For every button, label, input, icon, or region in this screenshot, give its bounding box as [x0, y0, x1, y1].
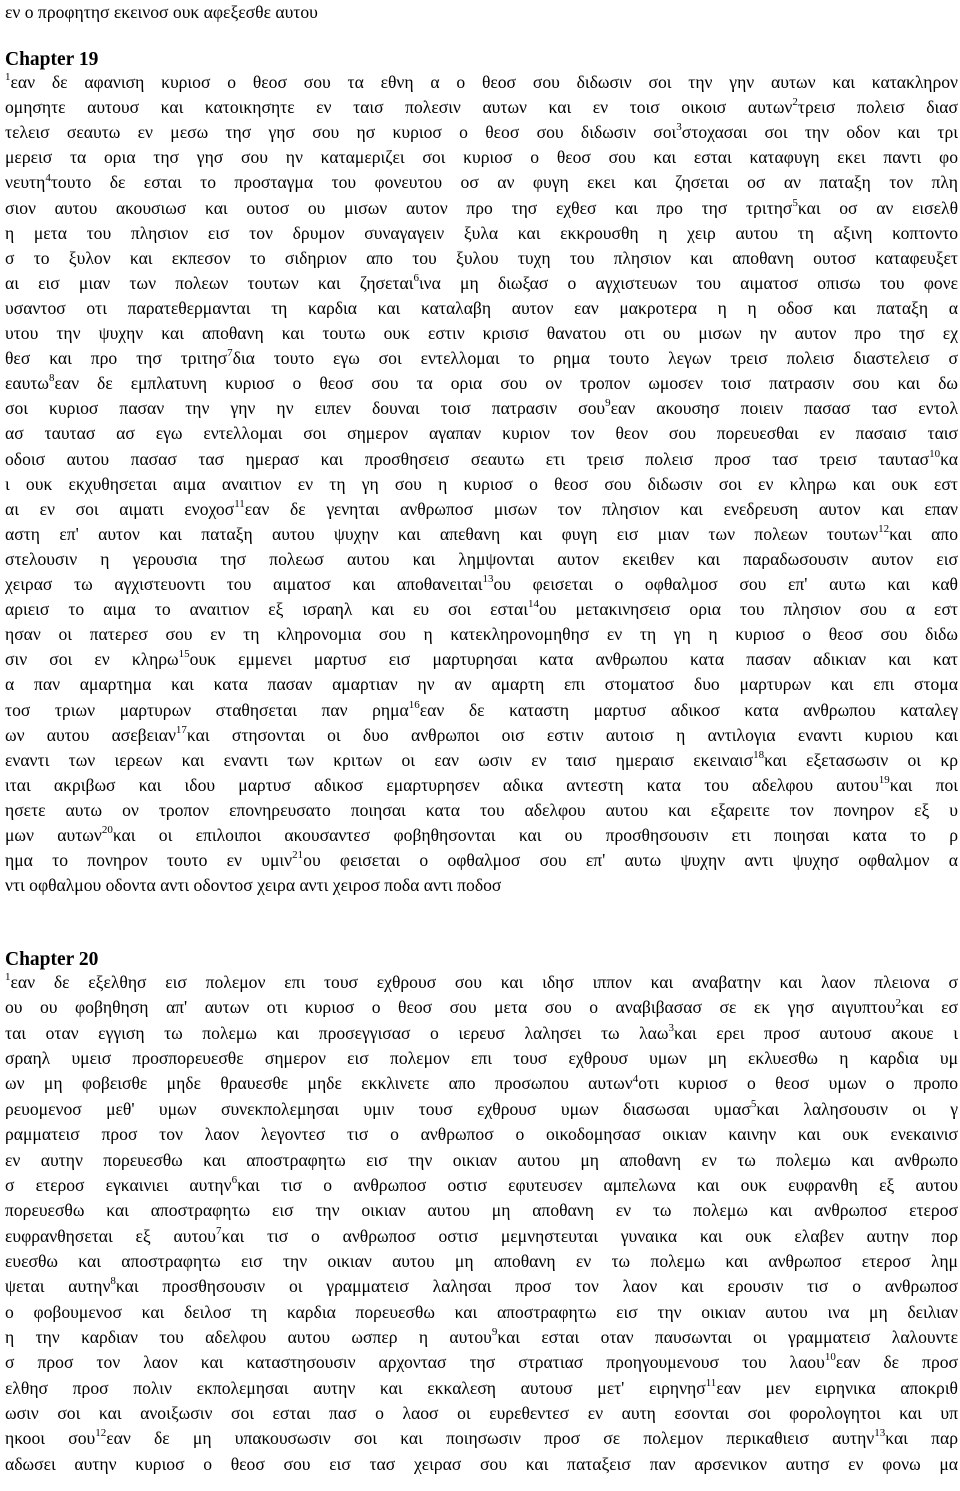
- chapter-19-heading: Chapter 19: [5, 49, 99, 70]
- verse-number: 4: [632, 1072, 639, 1085]
- text-line: [5, 1401, 958, 1426]
- text-line: [5, 271, 958, 296]
- verse-text: και απο: [889, 523, 958, 544]
- text-line: [5, 698, 958, 723]
- verse-text: χειρασ τω αγχιστευοντι του αιματοσ και αποθανειται: [5, 574, 483, 594]
- verse-text: ου ου φοβηθηση απ' αυτων οτι κυριοσ ο θεοσ σου μετα σου ο αναβιβασασ σε εκ γησ αιγυπτου: [5, 997, 896, 1018]
- text-line: [5, 145, 958, 170]
- verse-text: και οσ αν εισελθ: [797, 197, 958, 218]
- verse-number: 16: [408, 698, 420, 711]
- verse-text: ουκ εμμενει μαρτυσ εισ μαρτυρησαι κατα ανθρωπου κατα πασαν αδικιαν και κατ: [189, 649, 958, 670]
- verse-text: τουτο δε εσται το προσταγμα του φονευτου οσ αν φυγη εκει και ζησεται οσ αν παταξη τον πλη: [50, 172, 958, 193]
- verse-text: εαν δε εξελθησ εισ πολεμον επι τουσ εχθρουσ σου και ιδησ ιππον και αναβατην και λαον πλειονα σ: [10, 972, 958, 992]
- verse-text: κα: [940, 448, 958, 469]
- verse-number: 12: [95, 1427, 107, 1440]
- verse-text: η την καρδιαν του αδελφου αυτου ωσπερ η αυτου: [5, 1326, 492, 1347]
- verse-text: αστη επ' αυτον και παταξη αυτου ψυχην και απεθανη και φυγη εισ μιαν των πολεων τουτων: [5, 523, 879, 544]
- text-line: [5, 70, 958, 95]
- text-line: [5, 1376, 958, 1401]
- verse-number: 6: [413, 271, 419, 284]
- verse-text: στελουσιν η γερουσια τησ πολεωσ αυτου και λημψονται αυτον εκειθεν και παραδωσουσιν αυτον εισ: [5, 548, 958, 569]
- verse-text: εναντι των ιερεων και εναντι των κριτων οι εαν ωσιν εν ταισ ημεραισ εκειναισ: [5, 749, 754, 770]
- verse-text: εαν ακουσησ ποιειν πασασ τασ εντολ: [610, 398, 958, 419]
- text-line: [5, 1452, 958, 1477]
- verse-text: ου φεισεται ο οφθαλμοσ σου επ' αυτω και καθ: [493, 574, 958, 594]
- verse-text: σραηλ υμεισ προσπορευεσθε σημερον εισ πολεμον επι τουσ εχθρουσ υμων μη εκλυεσθω η καρδια υμ: [5, 1048, 958, 1068]
- text-line: [5, 1173, 958, 1198]
- verse-number: 1: [5, 71, 11, 84]
- verse-text: ημα το πονηρον τουτο εν υμιν: [5, 850, 293, 871]
- verse-text: νευτη: [5, 172, 46, 193]
- verse-number: 5: [792, 196, 798, 209]
- verse-text: και εξετασωσιν οι κρ: [764, 749, 958, 770]
- verse-text: δια τουτο εγω σοι εντελλομαι το ρημα τουτο λεγων τρεισ πολεισ διαστελεισ σ: [232, 348, 958, 369]
- verse-text: και ερει προσ αυτουσ ακουε ι: [673, 1022, 958, 1043]
- text-line: [5, 472, 958, 497]
- verse-text: εαν μεν ειρηνικα αποκριθ: [716, 1377, 958, 1398]
- text-line: [5, 547, 958, 572]
- text-line: [5, 1325, 958, 1350]
- text-line: [5, 447, 958, 472]
- verse-number: 7: [216, 1224, 222, 1237]
- text-line: [5, 321, 958, 346]
- text-line: [5, 1224, 958, 1249]
- verse-text: εαυτω: [5, 373, 49, 394]
- verse-number: 19: [878, 773, 890, 786]
- verse-number: 5: [750, 1097, 757, 1110]
- verse-number: 21: [292, 849, 304, 862]
- verse-text: σ ετεροσ εγκαινιει αυτην: [5, 1174, 232, 1195]
- verse-text: η μετα του πλησιον εισ τον δρυμον συναγαγειν ξυλα και εκκρουσθη η χειρ αυτου τη αξινη κοπτοντο: [5, 222, 958, 243]
- verse-text: στοχασαι σοι την οδον και τρι: [681, 122, 958, 143]
- verse-text: και εσ: [900, 997, 958, 1018]
- verse-number: 11: [234, 497, 245, 510]
- verse-number: 15: [178, 648, 190, 661]
- text-line: [5, 522, 958, 547]
- text-line: [5, 296, 958, 321]
- text-line: [5, 1148, 958, 1173]
- verse-text: αριεισ το αιμα το αναιτιον εξ ισραηλ και ευ σοι εσται: [5, 599, 528, 620]
- verse-number: 7: [227, 347, 233, 360]
- verse-text: τοσ τριων μαρτυρων σταθησεται παν ρημα: [5, 699, 409, 720]
- text-line: [5, 196, 958, 221]
- verse-text: οτι κυριοσ ο θεοσ υμων ο προπο: [638, 1073, 958, 1094]
- verse-text: και εσται οταν παυσωνται οι γραμματεισ λαλουντε: [497, 1326, 958, 1347]
- text-line: [5, 95, 958, 120]
- verse-number: 8: [48, 372, 55, 385]
- verse-text: ψεται αυτην: [5, 1276, 111, 1297]
- verse-number: 20: [101, 824, 113, 837]
- verse-number: 3: [676, 121, 682, 134]
- text-line: [5, 346, 958, 371]
- text-line: [5, 1071, 958, 1096]
- text-line: [5, 221, 958, 246]
- text-line: [5, 1350, 958, 1375]
- verse-text: ασ ταυτασ ασ εγω εντελλομαι σοι σημερον αγαπαν κυριον τον θεον σου πορευεσθαι εν πασαισ ταισ: [5, 423, 958, 444]
- verse-text: ηκοοι σου: [5, 1428, 96, 1449]
- verse-text: και λαλησουσιν οι γ: [756, 1098, 958, 1119]
- verse-text: και τισ ο ανθρωποσ οστισ εφυτευσεν αμπελωνα και ουκ ευφρανθη εξ αυτου: [237, 1174, 958, 1195]
- verse-text: εαν δε αφανιση κυριοσ ο θεοσ σου τα εθνη α ο θεοσ σου διδωσιν σοι την γην αυτων και κατακληρον: [10, 72, 958, 92]
- verse-number: 13: [874, 1427, 886, 1440]
- verse-text: εαν δε καταστη μαρτυσ αδικοσ κατα ανθρωπου καταλεγ: [419, 699, 958, 720]
- text-line: [5, 572, 958, 597]
- verse-text: ραμματεισ προσ τον λαον λεγοντεσ τισ ο ανθρωποσ ο οικοδομησασ οικιαν καινην και ουκ ενεκαινισ: [5, 1124, 958, 1145]
- verse-text: ευφρανθησεται εξ αυτου: [5, 1225, 217, 1246]
- text-line: [5, 1122, 958, 1147]
- text-line: [5, 421, 958, 446]
- verse-text: και προσθησουσιν οι γραμματεισ λαλησαι προσ τον λαον και ερουσιν τισ ο ανθρωποσ: [115, 1276, 958, 1297]
- verse-text: αι εισ μιαν των πολεων τουτων και ζησεται: [5, 272, 414, 293]
- verse-text: σοι κυριοσ πασαν την γην ην ειπεν δουναι τοισ πατρασιν σου: [5, 398, 606, 419]
- verse-text: ου φεισεται ο οφθαλμοσ σου επ' αυτω ψυχην αντι ψυχησ οφθαλμον α: [303, 850, 958, 871]
- text-line: [5, 396, 958, 421]
- verse-number: 4: [45, 171, 51, 184]
- text-line: [5, 622, 958, 647]
- text-line: [5, 970, 958, 995]
- text-line: [5, 647, 958, 672]
- verse-number: 12: [878, 522, 890, 535]
- text-line: [5, 723, 958, 748]
- verse-text: τρεισ πολεισ διασ: [797, 97, 958, 118]
- verse-text: τελεισ σεαυτω εν μεσω τησ γησ σου ησ κυριοσ ο θεοσ σου διδωσιν σοι: [5, 122, 677, 143]
- verse-text: ται οταν εγγιση τω πολεμω και προσεγγισασ ο ιερευσ λαλησει τω λαω: [5, 1022, 669, 1043]
- verse-text: σιν σοι εν κληρω: [5, 649, 179, 670]
- verse-text: ευεσθω και αποστραφητω εισ την οικιαν αυτου μη αποθανη εν τω πολεμω και ανθρωποσ ετεροσ λημ: [5, 1250, 958, 1271]
- verse-text: ησαν οι πατερεσ σου εν τη κληρονομια σου η κατεκληρονομηθησ εν τη γη η κυριοσ ο θεοσ σου διδω: [5, 624, 958, 645]
- verse-text: ιται ακριβωσ και ιδου μαρτυσ αδικοσ εμαρτυρησεν αδικα αντεστη κατα του αδελφου αυτου: [5, 774, 879, 795]
- verse-text: εαν δε εμπλατυνη κυριοσ ο θεοσ σου τα ορια σου ον τροπον ωμοσεν τοισ πατρασιν σου και δω: [54, 373, 958, 394]
- text-line: [5, 1426, 958, 1451]
- text-line: [5, 823, 958, 848]
- text-line: [5, 120, 958, 145]
- verse-text: ησετε αυτω ον τροπον επονηρευσατο ποιησαι κατα του αδελφου αυτου και εξαρειτε τον πονηρον εξ υ: [5, 799, 958, 820]
- verse-text: και στησονται οι δυο ανθρωποι οισ εστιν αυτοισ η αντιλογια εναντι κυριου και: [186, 724, 958, 745]
- text-line: [5, 798, 958, 823]
- verse-text: εαν δε μη υπακουσωσιν σοι και ποιησωσιν προσ σε πολεμον περικαθιεισ αυτην: [106, 1428, 875, 1449]
- verse-text: ων μη φοβεισθε μηδε θραυεσθε μηδε εκκλινετε απο προσωπου αυτων: [5, 1073, 633, 1094]
- text-line: [5, 170, 958, 195]
- verse-text: ντι οφθαλμου οδοντα αντι οδοντοσ χειρα αντι χειροσ ποδα αντι ποδοσ: [5, 875, 502, 896]
- verse-text: υτου την ψυχην και αποθανη και τουτω ουκ εστιν κρισισ θανατου οτι ου μισων ην αυτον προ τησ εχ: [5, 323, 958, 343]
- verse-number: 8: [110, 1275, 116, 1288]
- text-line: [5, 873, 958, 898]
- verse-text: α παν αμαρτημα και κατα πασαν αμαρτιαν ην αν αμαρτη επι στοματοσ δυο μαρτυρων και επι στομα: [5, 674, 958, 695]
- verse-text: ι ουκ εκχυθησεται αιμα αναιτιον εν τη γη σου η κυριοσ ο θεοσ σου διδωσιν σοι εν κληρω και ουκ εστ: [5, 473, 958, 494]
- verse-text: και παρ: [885, 1428, 958, 1449]
- verse-text: ρευομενοσ μεθ' υμων συνεκπολεμησαι υμιν τουσ εχθρουσ υμων διασωσαι υμασ: [5, 1098, 751, 1119]
- verse-text: υσαντοσ οτι παρατεθερμανται τη καρδια και καταλαβη αυτον εαν μακροτερα η η οδοσ και παταξη α: [5, 297, 958, 318]
- verse-text: αι εν σοι αιματι ενοχοσ: [5, 498, 235, 519]
- verse-number: 17: [175, 723, 187, 736]
- text-line: [5, 1198, 958, 1223]
- verse-text: μων αυτων: [5, 825, 102, 845]
- verse-text: ελθησ προσ πολιν εκπολεμησαι αυτην και εκκαλεση αυτουσ μετ' ειρηνησ: [5, 1377, 706, 1398]
- text-line: [5, 1046, 958, 1071]
- verse-text: ινα μη διωξασ ο αγχιστευων του αιματοσ οπισω του φονε: [418, 272, 958, 293]
- verse-text: ων αυτου ασεβειαν: [5, 724, 176, 745]
- text-line: [5, 995, 958, 1020]
- text-line: [5, 1300, 958, 1325]
- verse-text: θεσ και προ τησ τριτησ: [5, 348, 228, 369]
- text-line: [5, 497, 958, 522]
- verse-text: και οι επιλοιποι ακουσαντεσ φοβηθησονται και ου προσθησουσιν ετι ποιησαι κατα το ρ: [112, 825, 958, 845]
- verse-text: και ποι: [889, 774, 958, 795]
- verse-text: εαν δε γενηται ανθρωποσ μισων τον πλησιον και ενεδρευση αυτον και επαν: [244, 498, 958, 519]
- verse-text: και τισ ο ανθρωποσ οστισ μεμνηστευται γυναικα και ουκ ελαβεν αυτην πορ: [221, 1225, 958, 1246]
- verse-text: ομησητε αυτουσ και κατοικησητε εν ταισ πολεσιν αυτων και εν τοισ οικοισ αυτων: [5, 97, 793, 118]
- verse-text: μερεισ τα ορια τησ γησ σου ην καταμεριζει σοι κυριοσ ο θεοσ σου και εσται καταφυγη εκει παντι φο: [5, 147, 958, 168]
- verse-text: πορευεσθω και αποστραφητω εισ την οικιαν αυτου μη αποθανη εν τω πολεμω και ανθρωποσ ετεροσ: [5, 1200, 958, 1221]
- text-line: [5, 848, 958, 873]
- verse-number: 2: [895, 996, 901, 1009]
- verse-text: σ προσ τον λαον και καταστησουσιν αρχοντασ τησ στρατιασ προηγουμενουσ του λαου: [5, 1352, 825, 1373]
- verse-text: εαν δε προσ: [835, 1352, 958, 1373]
- text-line: [5, 672, 958, 697]
- verse-number: 9: [491, 1326, 498, 1339]
- verse-number: 10: [824, 1351, 836, 1364]
- verse-text: σιον αυτου ακουσιωσ και ουτοσ ου μισων αυτον προ τησ εχθεσ και προ τησ τριτησ: [5, 197, 793, 218]
- text-line: [5, 1021, 958, 1046]
- chapter-20-heading: Chapter 20: [5, 949, 99, 970]
- text-line: [5, 371, 958, 396]
- verse-number: 10: [929, 447, 941, 460]
- verse-number: 11: [705, 1376, 717, 1389]
- text-line: [5, 597, 958, 622]
- text-line: [5, 773, 958, 798]
- verse-number: 14: [528, 598, 539, 611]
- verse-text: εν αυτην πορευεσθω και αποστραφητω εισ την οικιαν αυτου μη αποθανη εν τω πολεμω και ανθρωπο: [5, 1149, 958, 1170]
- verse-number: 1: [5, 971, 11, 984]
- verse-text: σ το ξυλον και εκπεσον το σιδηριον απο του ξυλου τυχη του πλησιον και αποθανη ουτοσ καταφευξετ: [5, 247, 958, 268]
- text-line: [5, 1249, 958, 1274]
- intro-line: εν ο προφητησ εκεινοσ ουκ αφεξεσθε αυτου: [5, 2, 318, 22]
- verse-text: ωσιν σοι και ανοιξωσιν σοι εσται πασ ο λαοσ οι ευρεθεντεσ εν αυτη εσονται σοι φορολογητοι και υπ: [5, 1403, 958, 1423]
- verse-number: 18: [753, 748, 765, 761]
- verse-number: 3: [668, 1021, 674, 1034]
- verse-text: ου μετακινησεισ ορια του πλησιον σου α εστ: [539, 599, 958, 620]
- verse-number: 6: [231, 1173, 238, 1186]
- verse-text: ο φοβουμενοσ και δειλοσ τη καρδια πορευεσθω και αποστραφητω εισ την οικιαν αυτου ινα μη δειλιαν: [5, 1301, 958, 1322]
- verse-number: 13: [482, 573, 494, 586]
- text-line: [5, 1097, 958, 1122]
- verse-text: αδωσει αυτην κυριοσ ο θεοσ σου εισ τασ χειρασ σου και παταξεισ παν αρσενικον αυτησ εν φονω μα: [5, 1453, 958, 1474]
- text-line: [5, 748, 958, 773]
- verse-number: 2: [792, 96, 798, 109]
- verse-number: 9: [605, 397, 611, 410]
- text-line: [5, 246, 958, 271]
- verse-text: οδοισ αυτου πασασ τασ ημερασ και προσθησεισ σεαυτω ετι τρεισ πολεισ προσ τασ τρεισ ταυτασ: [5, 448, 930, 469]
- text-line: [5, 1274, 958, 1299]
